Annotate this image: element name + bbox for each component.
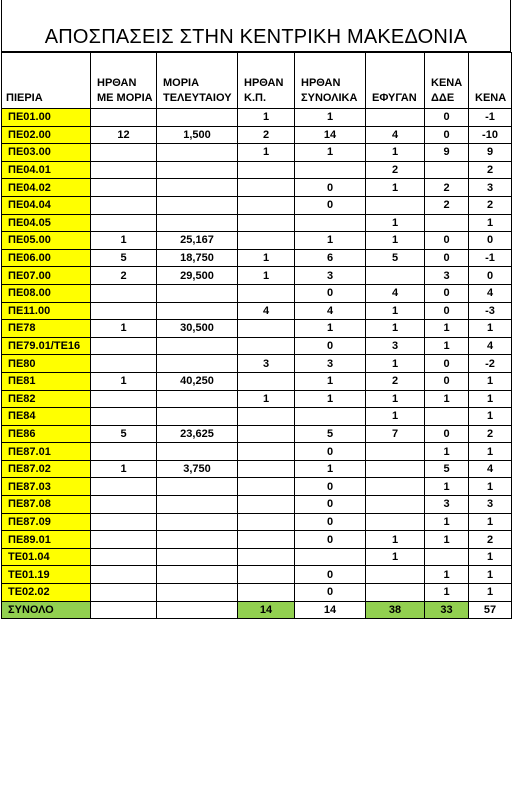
table-body: [2, 109, 512, 619]
table-cell: [238, 372, 295, 390]
table-cell: [238, 425, 295, 443]
table-cell: 0: [425, 425, 469, 443]
table-cell: -1: [469, 249, 512, 267]
column-header: ΚΕΝΑ ΔΔΕ: [425, 53, 469, 109]
table-cell: -10: [469, 126, 512, 144]
table-cell: [157, 214, 238, 232]
table-cell: [295, 548, 366, 566]
table-cell: 0: [425, 249, 469, 267]
table-cell: 14: [295, 601, 366, 619]
table-row: [2, 355, 512, 373]
table-cell: [157, 109, 238, 127]
table-cell: 3: [469, 179, 512, 197]
table-cell: [238, 232, 295, 250]
table-cell: 7: [366, 425, 425, 443]
table-cell: 1: [366, 390, 425, 408]
table-cell: [295, 161, 366, 179]
table-cell: 1: [91, 232, 157, 250]
table-cell: 0: [295, 284, 366, 302]
table-cell: [295, 408, 366, 426]
table-cell: [91, 144, 157, 162]
table-row: [2, 126, 512, 144]
column-header: ΚΕΝΑ: [469, 53, 512, 109]
table-cell: 1: [295, 109, 366, 127]
table-cell: [91, 408, 157, 426]
specialty-code: ΠΕ04.01: [2, 161, 91, 179]
table-cell: 2: [425, 179, 469, 197]
table-row: [2, 531, 512, 549]
specialty-code: ΠΕ87.09: [2, 513, 91, 531]
table-cell: 5: [91, 249, 157, 267]
table-cell: 1: [469, 214, 512, 232]
table-row: [2, 109, 512, 127]
table-cell: 57: [469, 601, 512, 619]
table-cell: 1: [295, 390, 366, 408]
total-label: ΣΥΝΟΛΟ: [2, 601, 91, 619]
table-cell: 9: [425, 144, 469, 162]
table-cell: [157, 337, 238, 355]
table-cell: 0: [295, 478, 366, 496]
table-cell: 1: [366, 548, 425, 566]
specialty-code: ΠΕ87.03: [2, 478, 91, 496]
table-cell: 0: [295, 584, 366, 602]
table-cell: [91, 531, 157, 549]
table-cell: [425, 214, 469, 232]
table-cell: [91, 601, 157, 619]
table-cell: 1,500: [157, 126, 238, 144]
table-cell: 2: [469, 425, 512, 443]
table-cell: 1: [366, 302, 425, 320]
table-cell: [157, 566, 238, 584]
table-cell: 0: [425, 232, 469, 250]
table-cell: [157, 144, 238, 162]
table-cell: [366, 496, 425, 514]
table-row: [2, 337, 512, 355]
table-cell: 18,750: [157, 249, 238, 267]
table-cell: 0: [295, 337, 366, 355]
table-cell: 0: [425, 355, 469, 373]
table-cell: [157, 284, 238, 302]
table-cell: -1: [469, 109, 512, 127]
table-cell: [295, 214, 366, 232]
table-cell: 1: [366, 320, 425, 338]
table-row: [2, 284, 512, 302]
specialty-code: ΠΕ04.04: [2, 196, 91, 214]
specialty-code: ΠΕ87.01: [2, 443, 91, 461]
table-cell: 1: [469, 513, 512, 531]
table-row: [2, 390, 512, 408]
table-cell: [91, 337, 157, 355]
table-cell: 0: [295, 513, 366, 531]
table-cell: 1: [469, 372, 512, 390]
table-cell: [91, 284, 157, 302]
table-cell: 0: [295, 531, 366, 549]
table-cell: [366, 460, 425, 478]
table-cell: 3: [295, 267, 366, 285]
table-cell: [238, 478, 295, 496]
table-cell: 0: [295, 496, 366, 514]
sheet-title: ΑΠΟΣΠΑΣΕΙΣ ΣΤΗΝ ΚΕΝΤΡΙΚΗ ΜΑΚΕΔΟΝΙΑ: [1, 0, 511, 52]
header-row: [2, 53, 512, 109]
specialty-code: ΠΕ82: [2, 390, 91, 408]
table-cell: 1: [469, 584, 512, 602]
table-cell: 1: [238, 249, 295, 267]
table-cell: 14: [295, 126, 366, 144]
specialty-code: ΠΕ07.00: [2, 267, 91, 285]
table-cell: 1: [295, 372, 366, 390]
table-cell: 1: [425, 320, 469, 338]
table-cell: 1: [469, 566, 512, 584]
table-cell: 1: [238, 267, 295, 285]
table-cell: 23,625: [157, 425, 238, 443]
table-cell: [91, 513, 157, 531]
table-cell: [91, 443, 157, 461]
table-cell: 38: [366, 601, 425, 619]
table-cell: 1: [425, 584, 469, 602]
table-cell: [238, 531, 295, 549]
specialty-code: ΠΕ87.08: [2, 496, 91, 514]
table-cell: [238, 443, 295, 461]
table-cell: 1: [366, 408, 425, 426]
table-cell: 40,250: [157, 372, 238, 390]
table-cell: 1: [469, 443, 512, 461]
specialty-code: ΠΕ80: [2, 355, 91, 373]
table-cell: 2: [238, 126, 295, 144]
specialty-code: ΤΕ01.19: [2, 566, 91, 584]
table-row: [2, 179, 512, 197]
table-cell: 1: [425, 390, 469, 408]
table-cell: 1: [295, 144, 366, 162]
table-cell: 5: [366, 249, 425, 267]
table-cell: 2: [469, 196, 512, 214]
table-cell: 1: [425, 443, 469, 461]
table-cell: 4: [295, 302, 366, 320]
table-cell: 2: [366, 372, 425, 390]
specialty-code: ΠΕ06.00: [2, 249, 91, 267]
table-cell: [157, 179, 238, 197]
table-cell: 12: [91, 126, 157, 144]
table-cell: 3: [425, 267, 469, 285]
table-cell: [91, 161, 157, 179]
table-row: [2, 372, 512, 390]
table-cell: 3: [295, 355, 366, 373]
table-cell: [91, 302, 157, 320]
table-cell: 1: [366, 144, 425, 162]
table-cell: [91, 548, 157, 566]
table-cell: [425, 548, 469, 566]
table-cell: 1: [425, 513, 469, 531]
table-cell: [157, 408, 238, 426]
table-cell: 1: [469, 390, 512, 408]
table-cell: [366, 109, 425, 127]
table-cell: [157, 513, 238, 531]
table-cell: [91, 478, 157, 496]
table-row: [2, 566, 512, 584]
table-cell: 1: [425, 566, 469, 584]
table-cell: [91, 109, 157, 127]
specialty-code: ΠΕ81: [2, 372, 91, 390]
table-row: [2, 408, 512, 426]
specialty-code: ΠΕ01.00: [2, 109, 91, 127]
specialty-code: ΤΕ02.02: [2, 584, 91, 602]
table-cell: 2: [469, 161, 512, 179]
table-cell: [238, 584, 295, 602]
table-cell: [238, 566, 295, 584]
table-cell: 4: [469, 460, 512, 478]
specialty-code: ΠΕ11.00: [2, 302, 91, 320]
table-cell: [366, 584, 425, 602]
table-cell: [157, 496, 238, 514]
table-cell: [91, 584, 157, 602]
table-cell: 0: [295, 566, 366, 584]
table-cell: [91, 390, 157, 408]
table-cell: [238, 513, 295, 531]
table-cell: 0: [425, 109, 469, 127]
table-cell: 3,750: [157, 460, 238, 478]
table-cell: [238, 196, 295, 214]
table-cell: [91, 196, 157, 214]
table-cell: 6: [295, 249, 366, 267]
table-cell: 0: [295, 443, 366, 461]
table-cell: 1: [238, 390, 295, 408]
table-cell: 1: [91, 372, 157, 390]
transfers-table: [1, 52, 512, 619]
table-cell: [157, 584, 238, 602]
column-header: ΜΟΡΙΑ ΤΕΛΕΥΤΑΙΟΥ: [157, 53, 238, 109]
table-cell: 1: [469, 478, 512, 496]
table-cell: 0: [425, 302, 469, 320]
table-cell: 0: [425, 372, 469, 390]
table-cell: [91, 355, 157, 373]
specialty-code: ΠΕ05.00: [2, 232, 91, 250]
table-cell: [238, 496, 295, 514]
table-cell: 9: [469, 144, 512, 162]
specialty-code: ΠΕ84: [2, 408, 91, 426]
table-cell: [91, 566, 157, 584]
table-cell: 14: [238, 601, 295, 619]
column-header: ΗΡΘΑΝ ΜΕ ΜΟΡΙΑ: [91, 53, 157, 109]
table-cell: [366, 267, 425, 285]
specialty-code: ΠΕ78: [2, 320, 91, 338]
table-cell: 5: [91, 425, 157, 443]
table-cell: [366, 196, 425, 214]
table-row: [2, 214, 512, 232]
spreadsheet: [1, 0, 511, 619]
specialty-code: ΠΕ89.01: [2, 531, 91, 549]
table-cell: [238, 179, 295, 197]
table-cell: [425, 161, 469, 179]
table-cell: [157, 601, 238, 619]
specialty-code: ΠΕ02.00: [2, 126, 91, 144]
table-row: [2, 548, 512, 566]
table-cell: [366, 513, 425, 531]
table-cell: [157, 531, 238, 549]
table-cell: 3: [366, 337, 425, 355]
table-cell: 4: [469, 337, 512, 355]
table-cell: 0: [295, 196, 366, 214]
table-cell: [157, 355, 238, 373]
table-cell: [91, 179, 157, 197]
table-row: [2, 478, 512, 496]
total-row: [2, 601, 512, 619]
table-cell: [238, 337, 295, 355]
table-cell: 1: [469, 548, 512, 566]
table-cell: 1: [91, 320, 157, 338]
table-cell: 2: [425, 196, 469, 214]
table-row: [2, 443, 512, 461]
table-cell: [157, 478, 238, 496]
table-cell: 0: [295, 179, 366, 197]
table-cell: [157, 196, 238, 214]
table-cell: 4: [238, 302, 295, 320]
specialty-code: ΠΕ87.02: [2, 460, 91, 478]
specialty-code: ΠΕ79.01/ΤΕ16: [2, 337, 91, 355]
table-row: [2, 232, 512, 250]
table-cell: [366, 443, 425, 461]
table-cell: 1: [469, 320, 512, 338]
specialty-code: ΠΕ04.05: [2, 214, 91, 232]
table-cell: [238, 161, 295, 179]
table-row: [2, 460, 512, 478]
table-cell: 3: [469, 496, 512, 514]
table-cell: 1: [366, 179, 425, 197]
column-header: ΗΡΘΑΝ ΣΥΝΟΛΙΚΑ: [295, 53, 366, 109]
table-cell: 29,500: [157, 267, 238, 285]
table-cell: [238, 214, 295, 232]
table-cell: 1: [295, 460, 366, 478]
table-cell: [366, 478, 425, 496]
table-row: [2, 249, 512, 267]
table-cell: 5: [295, 425, 366, 443]
table-cell: [157, 548, 238, 566]
table-cell: 4: [469, 284, 512, 302]
table-cell: 1: [295, 232, 366, 250]
table-cell: 2: [91, 267, 157, 285]
table-row: [2, 584, 512, 602]
table-cell: 1: [425, 478, 469, 496]
table-cell: 1: [295, 320, 366, 338]
specialty-code: ΠΕ86: [2, 425, 91, 443]
table-cell: 1: [366, 214, 425, 232]
table-row: [2, 320, 512, 338]
table-cell: 3: [238, 355, 295, 373]
table-cell: [157, 161, 238, 179]
table-cell: 2: [469, 531, 512, 549]
table-cell: [238, 284, 295, 302]
table-cell: 30,500: [157, 320, 238, 338]
table-row: [2, 161, 512, 179]
table-cell: 1: [469, 408, 512, 426]
table-cell: 0: [469, 267, 512, 285]
table-cell: 3: [425, 496, 469, 514]
table-cell: 1: [238, 109, 295, 127]
table-cell: [238, 460, 295, 478]
table-cell: 1: [366, 531, 425, 549]
table-cell: 2: [366, 161, 425, 179]
table-cell: [157, 390, 238, 408]
table-cell: 1: [425, 531, 469, 549]
table-cell: [91, 496, 157, 514]
table-cell: 4: [366, 126, 425, 144]
table-cell: -3: [469, 302, 512, 320]
table-row: [2, 496, 512, 514]
table-cell: [238, 548, 295, 566]
table-cell: -2: [469, 355, 512, 373]
table-cell: [157, 302, 238, 320]
table-row: [2, 513, 512, 531]
table-cell: 25,167: [157, 232, 238, 250]
table-row: [2, 267, 512, 285]
table-cell: 1: [366, 355, 425, 373]
table-cell: 5: [425, 460, 469, 478]
table-cell: 1: [91, 460, 157, 478]
table-cell: 1: [238, 144, 295, 162]
table-cell: 0: [425, 284, 469, 302]
column-header: ΗΡΘΑΝ Κ.Π.: [238, 53, 295, 109]
table-row: [2, 425, 512, 443]
table-cell: 33: [425, 601, 469, 619]
table-cell: 4: [366, 284, 425, 302]
table-cell: 0: [425, 126, 469, 144]
table-row: [2, 144, 512, 162]
column-header: ΕΦΥΓΑΝ: [366, 53, 425, 109]
table-cell: [91, 214, 157, 232]
table-row: [2, 302, 512, 320]
table-row: [2, 196, 512, 214]
table-cell: [238, 408, 295, 426]
column-header: ΠΙΕΡΙΑ: [2, 53, 91, 109]
specialty-code: ΠΕ03.00: [2, 144, 91, 162]
table-cell: [238, 320, 295, 338]
table-cell: [366, 566, 425, 584]
table-cell: 0: [469, 232, 512, 250]
table-cell: 1: [425, 337, 469, 355]
specialty-code: ΠΕ04.02: [2, 179, 91, 197]
table-cell: [157, 443, 238, 461]
specialty-code: ΠΕ08.00: [2, 284, 91, 302]
table-cell: [425, 408, 469, 426]
specialty-code: ΤΕ01.04: [2, 548, 91, 566]
table-cell: 1: [366, 232, 425, 250]
